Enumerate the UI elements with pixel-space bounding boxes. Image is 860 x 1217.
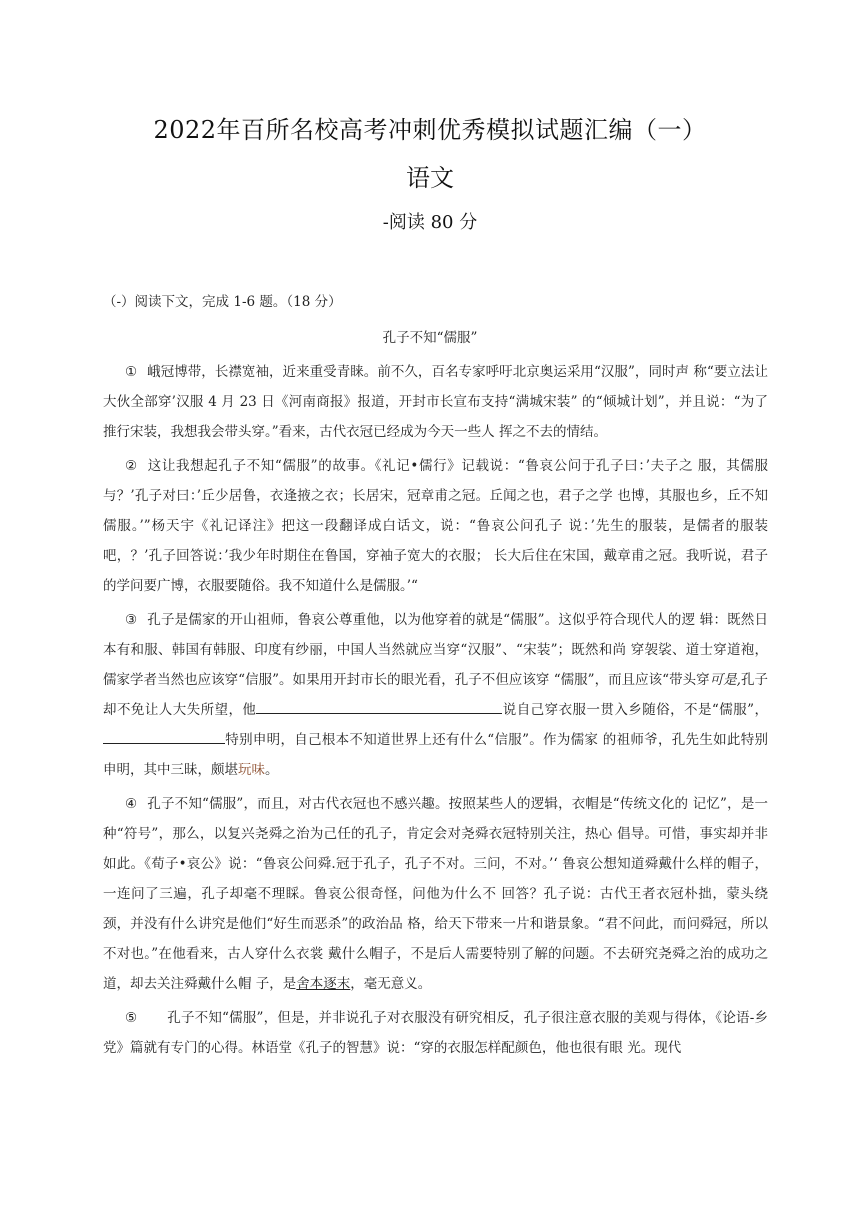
section-score: -阅读 80 分 [382,212,478,233]
paragraph-text: 这让我想起孔子不知“儒服”的故事。《礼记•儒行》记载说：“鲁哀公问于孔子曰：’夫子之 服，其儒服与？’孔子对曰：’丘少居鲁，衣逢掖之衣；长居宋，冠章甫之冠。丘闻之也，君子之学 也博，其服也乡，丘不知儒服。’”杨天宇《礼记译注》把这一段翻译成白话文，说：“鲁哀公问孔子 说：’先生的服装，是儒者的服装吧，？’孔子回答说：’我少年时期住在鲁国，穿袖子宽大的衣服； 长大后住在宋国，戴章甫之冠。我听说，君子的学问要广博，衣服要随俗。我不知道什么是儒服。’“ [103,458,768,594]
paragraph-4 [103,789,768,999]
exam-title: 2022年百所名校高考冲刺优秀模拟试题汇编（一） [153,116,707,144]
paragraph-text: 孔子是儒家的开山祖师，鲁哀公尊重他，以为他穿着的就是“儒服”。这似乎符合现代人的逻 辑：既然日本有和服、韩国有韩服、印度有纱丽，中国人当然就应当穿“汉服”、“宋装”；既然和尚 穿袈裟、道士穿道袍，儒家学者当然也应该穿“信服”。如果用开封市长的眼光看，孔子不但应该穿 “儒服”，而且应该“带头穿 [103,612,768,688]
fill-in-blank [103,727,225,744]
paragraph-number: ① [125,364,138,380]
highlighted-word: 玩味 [238,762,265,778]
paragraph-1 [103,357,768,447]
paragraph-3 [103,605,768,785]
paragraph-text: 孔子不知“儒服”，而且，对古代衣冠也不感兴趣。按照某些人的逻辑，衣帽是“传统文化的 记忆”，是一种“符号”，那么，以复兴尧舜之治为己任的孔子，肯定会对尧舜衣冠特别关注，热心 倡导。可惜，事实却并非如此。《荀子•哀公》说：“鲁哀公问舜.冠于孔子，孔子不对。三问，不对。’‘ 鲁哀公想知道舜戴什么样的帽子，一连问了三遍，孔子却毫不理睬。鲁哀公很奇怪，问他为什么不 回答？孔子说：古代王者衣冠朴拙，蒙头绕颈，并没有什么讲究是他们“好生而恶杀”的政治品 格，给天下带来一片和谐景象。“君不问此，而问舜冠，所以不对也。”在他看来，古人穿什么衣裳 戴什么帽子，不是后人需要特别了解的问题。不去研究尧舜之治的成功之道，却去关注舜戴什么帽 子，是 [103,796,768,992]
underlined-phrase: 舍本逐末 [296,976,351,992]
paragraph-text: 特别申明，自己根本不知道世界上还有什么“信服”。作为儒家 的祖师爷，孔先生如此特别申明，其中三昧，颇堪 [103,732,768,778]
paragraph-text: 说自己穿衣服一贯入乡随俗，不是“儒服”， [502,702,768,718]
subject-heading: 语文 [406,164,454,192]
paragraph-2 [103,451,768,601]
question-instructions: （-）阅读下文，完成 1-6 题。（18 分） [103,294,342,310]
article-title: 孔子不知“儒服” [382,330,478,346]
paragraph-number: ⑤ [125,1010,138,1026]
paragraph-text: 孔子不知“儒服”，但是，并非说孔子对衣服没有研究相反，孔子很注意衣服的美观与得体，《论语-乡党》篇就有专门的心得。林语堂《孔子的智慧》说：“穿的衣服怎样配颜色，他也很有眼 光。现代 [103,1010,768,1056]
paragraph-text: 。 [265,762,279,778]
paragraph-text: ，毫无意义。 [350,976,432,992]
paragraph-number: ③ [125,612,138,628]
paragraph-text: 峨冠博带，长襟宽袖，近来重受青睐。前不久，百名专家呼吁北京奥运采用“汉服”，同时声 称“要立法让大伙全部穿’汉服 4 月 23 日《河南商报》报道，开封市长宣布支持“满城宋装” 的“倾城计划”，并且说：“为了推行宋装，我想我会带头穿。”看来，古代衣冠已经成为今天一些人 挥之不去的情结。 [103,364,768,440]
paragraph-5 [103,1003,768,1063]
paragraph-number: ④ [125,796,138,812]
italic-text: 可是, [709,672,741,688]
paragraph-number: ② [125,458,138,474]
article-body [103,357,768,1067]
fill-in-blank [256,697,502,714]
paragraph-text: 孔子却不免让人大失所望，他 [103,672,768,718]
